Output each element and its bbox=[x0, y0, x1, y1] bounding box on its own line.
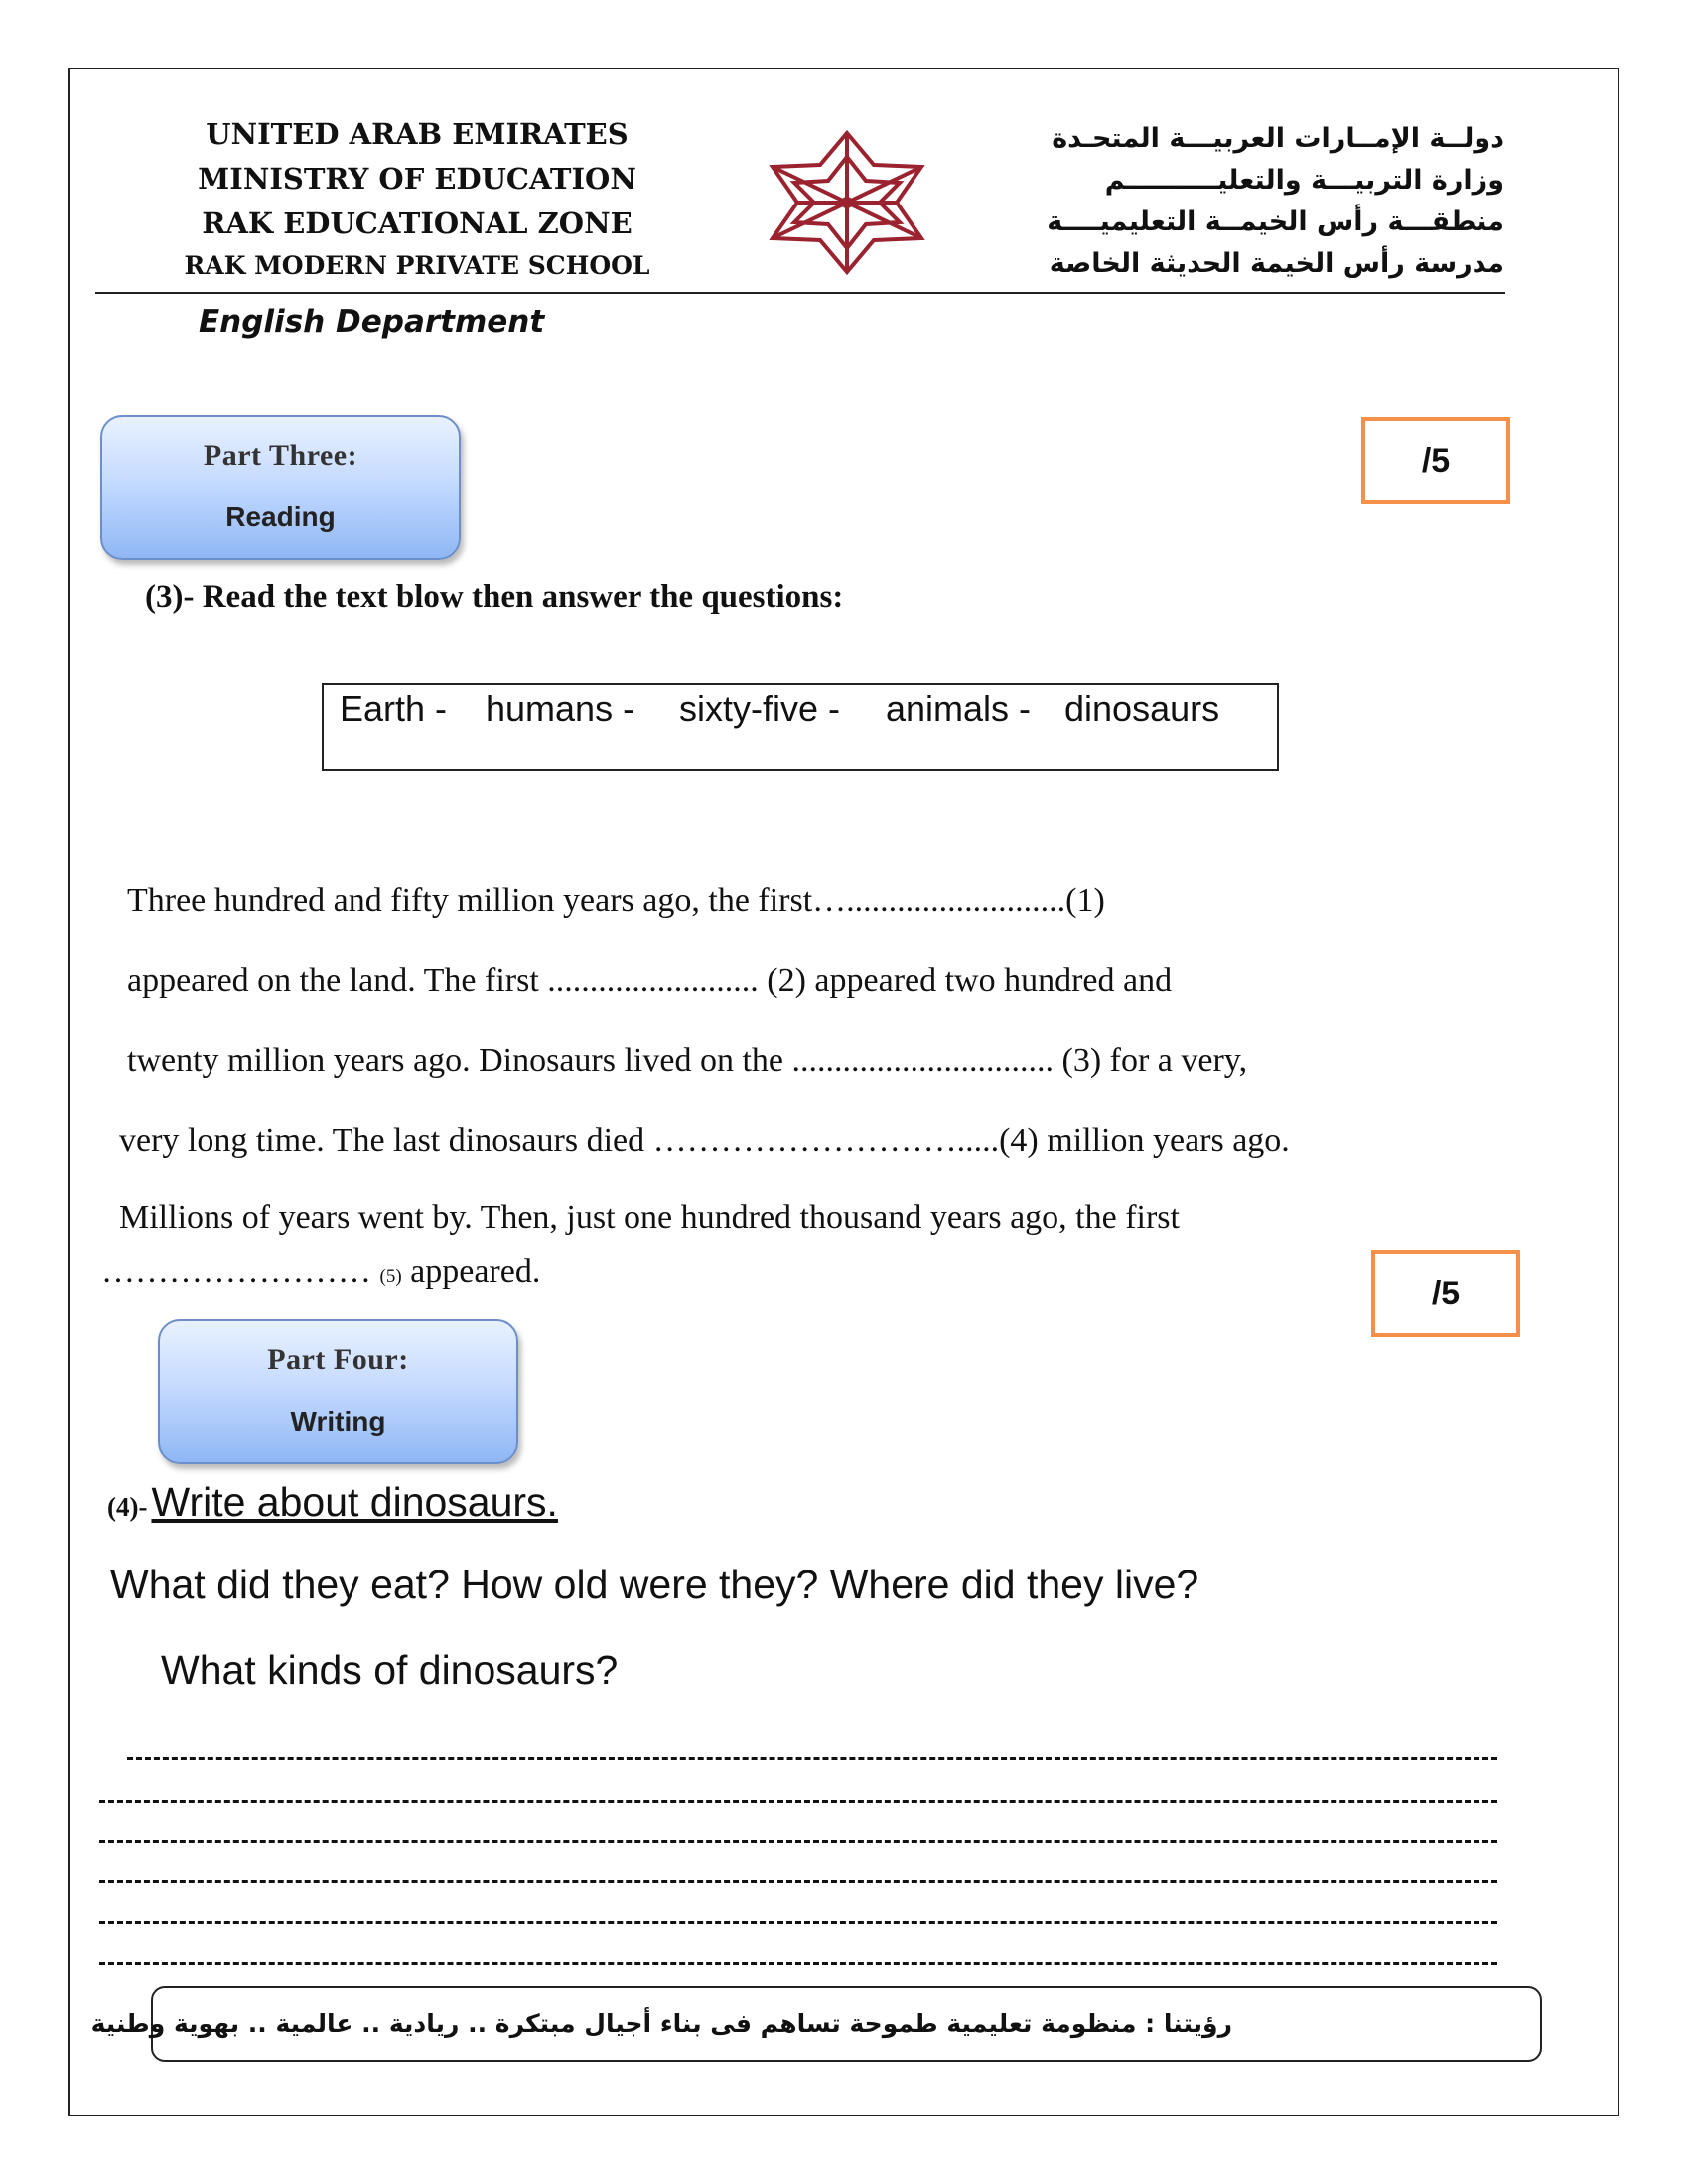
blank-5: …………………… bbox=[101, 1253, 371, 1290]
word-bank bbox=[322, 683, 1279, 771]
passage-line: appeared on the land. The first ......................... (2) appeared two hundred and bbox=[127, 962, 1173, 999]
word-bank-item: Earth - bbox=[340, 688, 448, 729]
header-zone-ar: منطقـــة رأس الخيمــة التعليميــــة bbox=[1047, 206, 1504, 237]
writing-prompt: What did they eat? How old were they? Where did they live? bbox=[110, 1562, 1199, 1607]
header-ministry: MINISTRY OF EDUCATION bbox=[198, 162, 636, 196]
header-school: RAK MODERN PRIVATE SCHOOL bbox=[184, 251, 650, 280]
answer-line bbox=[99, 1880, 1497, 1883]
answer-line bbox=[99, 1921, 1497, 1924]
part-four-score-box: /5 bbox=[1371, 1250, 1520, 1337]
header-ministry-ar: وزارة التربيـــة والتعليــــــــــم bbox=[1104, 165, 1504, 196]
passage-line: very long time. The last dinosaurs died ……………………….....(4) million years ago. bbox=[119, 1122, 1290, 1159]
part-three-badge bbox=[100, 415, 461, 560]
header-country: UNITED ARAB EMIRATES bbox=[206, 117, 629, 151]
passage-line: twenty million years ago. Dinosaurs lived on the ............................... (3) for a very, bbox=[127, 1042, 1248, 1079]
blank-5-marker: (5) bbox=[379, 1266, 402, 1287]
department-title: English Department bbox=[199, 304, 545, 340]
answer-line bbox=[127, 1757, 1497, 1760]
school-logo-icon bbox=[763, 127, 931, 278]
writing-task-number: (4)- bbox=[107, 1492, 148, 1522]
reading-instruction: (3)- Read the text blow then answer the questions: bbox=[145, 579, 844, 614]
answer-line bbox=[99, 1840, 1497, 1843]
word-bank-item: humans - bbox=[486, 688, 635, 729]
part-three-skill: Reading bbox=[225, 501, 336, 532]
part-three-label: Part Three: bbox=[203, 439, 358, 472]
header-divider bbox=[95, 292, 1505, 294]
header-zone: RAK EDUCATIONAL ZONE bbox=[202, 206, 633, 240]
passage-line: Three hundred and fifty million years ago, the first…..........................(1) bbox=[127, 883, 1105, 919]
header-country-ar: دولــة الإمــارات العربيـــة المتحـدة bbox=[1052, 123, 1504, 154]
passage-line-last bbox=[101, 1253, 540, 1291]
writing-task bbox=[107, 1479, 558, 1526]
part-three-score-box: /5 bbox=[1361, 417, 1510, 504]
answer-line bbox=[99, 1800, 1497, 1803]
header-school-ar: مدرسة رأس الخيمة الحديثة الخاصة bbox=[1049, 248, 1504, 279]
word-bank-item: dinosaurs bbox=[1064, 688, 1220, 729]
part-four-label: Part Four: bbox=[267, 1343, 409, 1376]
answer-line bbox=[99, 1962, 1497, 1965]
word-bank-item: sixty-five - bbox=[679, 688, 840, 729]
word-bank-item: animals - bbox=[886, 688, 1032, 729]
page-border bbox=[68, 68, 1619, 2116]
part-four-skill: Writing bbox=[290, 1406, 386, 1436]
passage-line: Millions of years went by. Then, just one hundred thousand years ago, the first bbox=[119, 1199, 1180, 1236]
passage-end-word: appeared. bbox=[410, 1253, 541, 1290]
writing-prompt: What kinds of dinosaurs? bbox=[161, 1647, 619, 1693]
part-four-badge bbox=[158, 1319, 518, 1464]
school-vision-footer: رؤيتنا : منظومة تعليمية طموحة تساهم فى بناء أجيال مبتكرة .. ريادية .. عالمية .. بهوية وطنية bbox=[151, 1986, 1542, 2062]
writing-task-title: Write about dinosaurs. bbox=[151, 1479, 558, 1525]
